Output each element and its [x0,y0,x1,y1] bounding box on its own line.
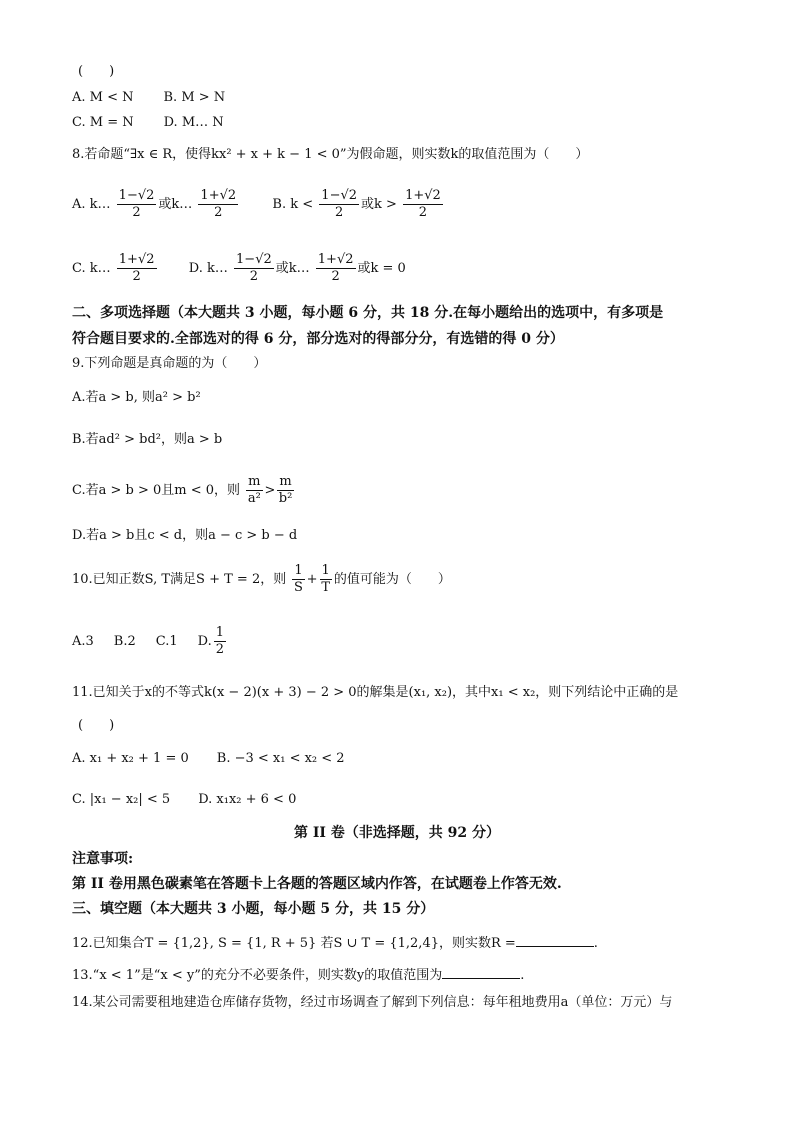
section2-heading-line2: 符合题目要求的.全部选对的得 6 分，部分选对的得部分分，有选错的得 0 分） [72,331,564,347]
q10-option-b: B.2 [113,634,136,649]
q8-option-d: D. k… $\frac{1-√2}{2}$ 或k… $\frac{1+√2}{2}$ 或k = 0 [188,252,406,284]
fraction: $\frac{m}{\text{a²}}$ [247,474,261,506]
q11-option-a: A. x₁ + x₂ + 1 = 0 [72,751,189,766]
q8-options-row1 [72,188,445,221]
q14-stem: 14.某公司需要租地建造仓库储存货物，经过市场调查了解到下列信息：每年租地费用a（单位：万元）与 [72,995,673,1010]
q7-options-row2 [72,114,224,132]
q10-option-a: A.3 [72,634,94,649]
q10-option-c: C.1 [155,634,178,649]
q7-paren: ( ) [78,64,115,79]
fraction: $\frac{1}{S}$ [294,563,303,595]
answer-blank[interactable] [516,934,594,947]
q10-options [72,625,228,658]
fraction: $\frac{1-√2}{2}$ [236,252,272,284]
q8-option-b: B. k < $\frac{1-√2}{2}$ 或k > $\frac{1+√2}{2}$ [272,188,441,220]
fraction: $\frac{1+√2}{2}$ [405,188,441,220]
q10-option-d: D. $\frac{1}{2}$ [197,625,225,657]
q7-option-b: B. M > N [163,90,226,105]
q8-stem: 8.若命题“∃x ∈ R，使得kx² + x + k − 1 < 0”为假命题，则实数k的取值范围为（ ） [72,147,589,162]
section3-heading: 三、填空题（本大题共 3 小题，每小题 5 分，共 15 分） [72,901,435,917]
fraction: $\frac{1}{2}$ [215,625,225,657]
q13-stem: 13.“x < 1”是“x < y”的充分不必要条件，则实数y的取值范围为 . [72,968,525,983]
fraction: $\frac{m}{\text{b²}}$ [278,474,293,506]
q11-paren: ( ) [78,718,115,733]
q8-option-a: A. k… $\frac{1-√2}{2}$ 或k… $\frac{1+√2}{2}$ [72,188,237,220]
answer-blank[interactable] [442,966,520,979]
q7-option-a: A. M < N [72,90,134,105]
q11-options-row1 [72,750,345,768]
notice-text: 第 II 卷用黑色碳素笔在答题卡上各题的答题区域内作答，在试题卷上作答无效. [72,876,562,892]
q10-stem: 10.已知正数S, T满足S + T = 2，则 $\frac{1}{S}$ + $\frac{1}{T}$ 的值可能为（ ） [72,563,451,595]
fraction: $\frac{1+√2}{2}$ [317,252,354,284]
q7-option-c: C. M = N [72,115,134,130]
fraction: $\frac{1+√2}{2}$ [200,188,237,220]
q8-option-c: C. k… $\frac{1+√2}{2}$ [72,252,155,284]
notice-title: 注意事项: [72,851,134,867]
q9-option-b: B.若ad² > bd²，则a > b [72,432,223,447]
fraction: $\frac{1-√2}{2}$ [118,188,155,220]
q9-stem: 9.下列命题是真命题的为（ ） [72,356,267,371]
q9-option-d: D.若a > b且c < d，则a − c > b − d [72,528,298,543]
q11-options-row2 [72,791,296,809]
part2-title: 第 II 卷（非选择题，共 92 分） [293,825,501,841]
fraction: $\frac{1+√2}{2}$ [118,252,155,284]
fraction: $\frac{1-√2}{2}$ [321,188,358,220]
q12-stem: 12.已知集合T = {1,2}, S = {1, R + 5} 若S ∪ T = {1,2,4}，则实数R = . [72,936,598,951]
section2-heading-line1: 二、多项选择题（本大题共 3 小题，每小题 6 分，共 18 分.在每小题给出的选项中，有多项是 [72,305,664,321]
q9-option-a: A.若a > b, 则a² > b² [72,390,201,405]
q11-option-d: D. x₁x₂ + 6 < 0 [198,792,297,807]
q11-option-b: B. −3 < x₁ < x₂ < 2 [216,751,345,766]
q11-option-c: C. |x₁ − x₂| < 5 [72,792,171,807]
q11-stem: 11.已知关于x的不等式k(x − 2)(x + 3) − 2 > 0的解集是(x₁, x₂)，其中x₁ < x₂，则下列结论中正确的是 [72,685,679,700]
q7-option-d: D. M… N [163,115,224,130]
q7-options-row1 [72,89,225,107]
fraction: $\frac{1}{T}$ [321,563,331,595]
q8-options-row2 [72,252,406,285]
q9-option-c: C.若a > b > 0且m < 0，则 $\frac{m}{\text{a²}}$ > $\frac{m}{\text{b²}}$ [72,474,293,506]
